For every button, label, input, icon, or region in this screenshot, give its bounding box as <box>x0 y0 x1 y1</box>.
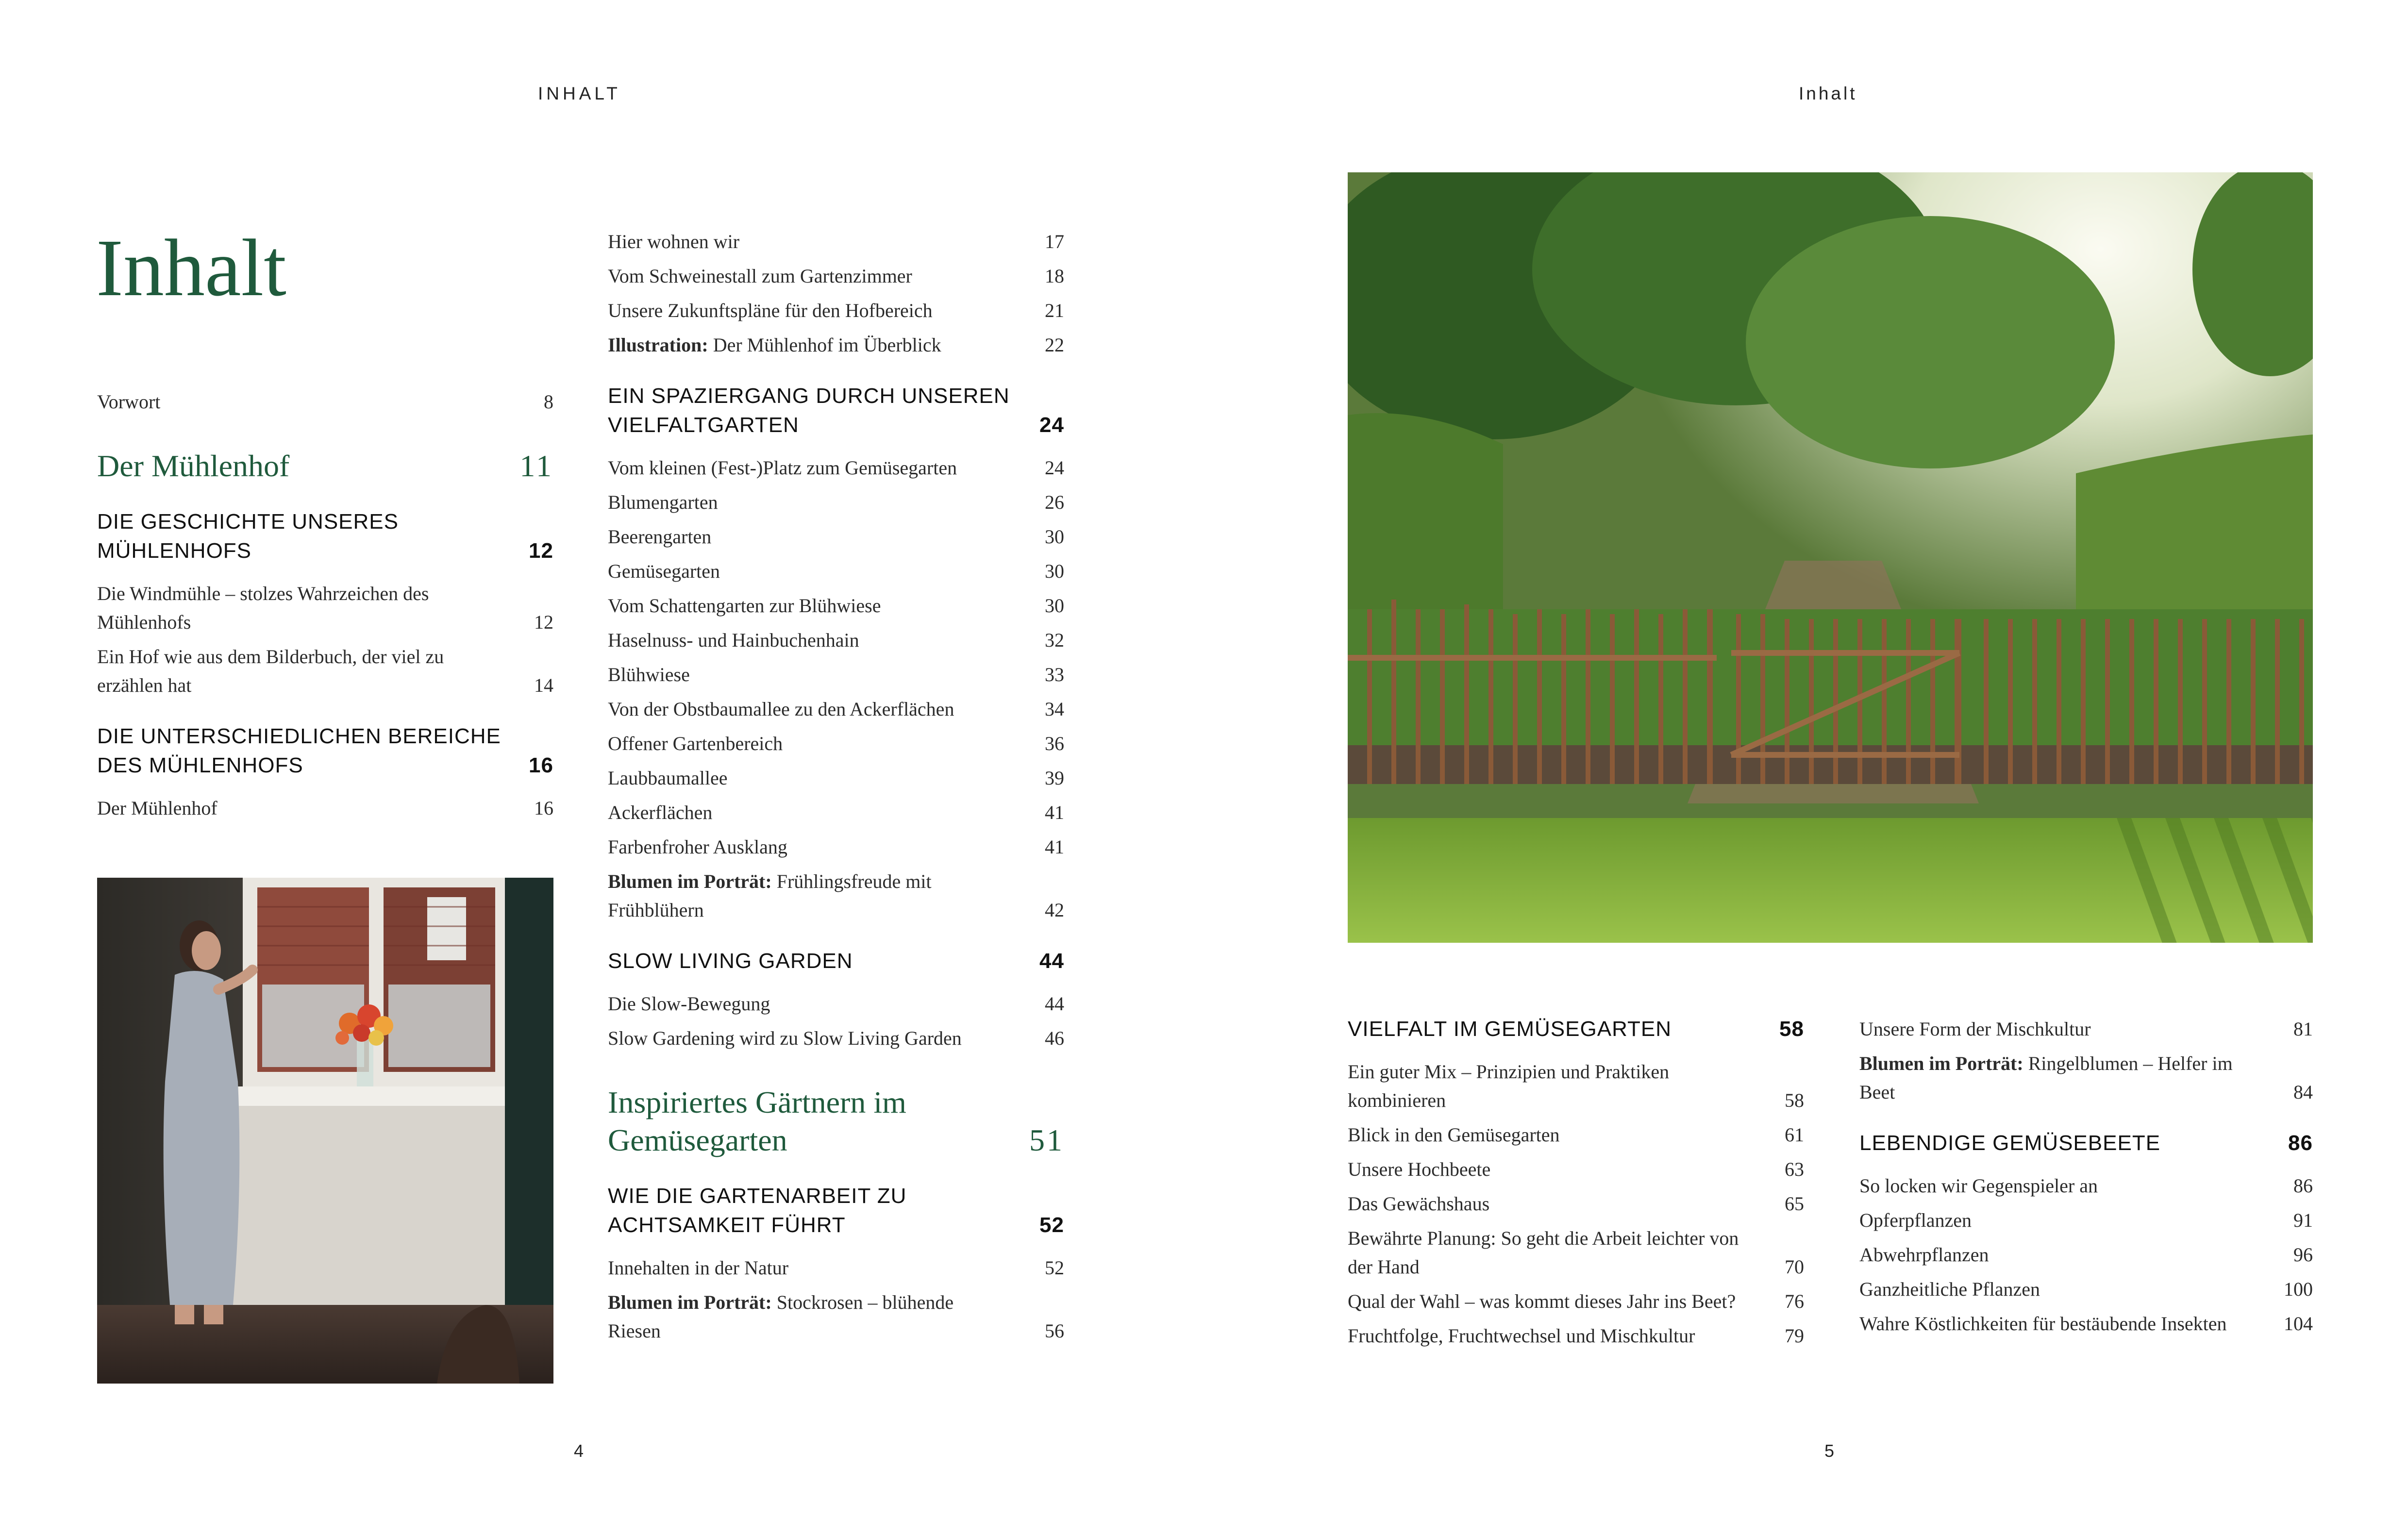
toc-page-number: 30 <box>1045 526 1064 548</box>
toc-page-number: 86 <box>2288 1131 2313 1155</box>
toc-page-number: 44 <box>1039 949 1064 973</box>
toc-entry <box>1348 1155 1804 1184</box>
toc-entry-title: Slow Gardening wird zu Slow Living Garden <box>608 1027 962 1049</box>
page-title: Inhalt <box>96 223 286 313</box>
toc-entry-title <box>608 1288 1020 1345</box>
toc-entry-title: Von der Obstbaumallee zu den Ackerflächen <box>608 698 954 720</box>
window-scene-illustration <box>97 878 553 1384</box>
toc-section <box>608 947 1064 976</box>
toc-entry-label: Illustration: <box>608 334 708 356</box>
toc-page-number: 24 <box>1045 457 1064 479</box>
toc-entry <box>608 591 1064 620</box>
toc-entry-title: Ganzheitliche Pflanzen <box>1859 1278 2040 1300</box>
toc-section-title: WIE DIE GARTENARBEIT ZU ACHTSAMKEIT FÜHRT <box>608 1184 907 1237</box>
toc-page-number: 16 <box>529 753 553 777</box>
toc-entry <box>97 387 553 416</box>
toc-entry <box>608 626 1064 654</box>
toc-entry-title: Laubbaumallee <box>608 767 728 789</box>
toc-chapter-title: Inspiriertes Gärtnern im Gemüsegarten <box>608 1085 906 1157</box>
toc-page-number: 65 <box>1785 1193 1804 1215</box>
toc-entry <box>608 729 1064 758</box>
toc-entry-title: Ein Hof wie aus dem Bilderbuch, der viel zu erzählen hat <box>97 646 444 696</box>
toc-entry-title: Hier wohnen wir <box>608 231 740 252</box>
toc-entry-label: Blumen im Porträt: <box>608 1291 772 1313</box>
toc-entry <box>608 488 1064 517</box>
toc-entry <box>1859 1171 2313 1200</box>
toc-entry-title: So locken wir Gegenspieler an <box>1859 1175 2098 1197</box>
toc-entry-title: Unsere Zukunftspläne für den Hofbereich <box>608 300 933 321</box>
toc-page-number: 100 <box>2284 1278 2313 1300</box>
toc-entry <box>1348 1120 1804 1149</box>
toc-page-number: 76 <box>1785 1290 1804 1312</box>
toc-entry-title <box>608 331 1020 359</box>
toc-entry-title: Unsere Hochbeete <box>1348 1158 1491 1180</box>
toc-page-number: 14 <box>534 674 553 696</box>
toc-entry <box>608 660 1064 689</box>
toc-entry-title: Der Mühlenhof <box>97 797 217 819</box>
toc-section-title: SLOW LIVING GARDEN <box>608 949 853 973</box>
toc-page-number: 104 <box>2284 1313 2313 1335</box>
toc-entry-title: Qual der Wahl – was kommt dieses Jahr ins Beet? <box>1348 1290 1736 1312</box>
toc-page-number: 52 <box>1045 1257 1064 1279</box>
toc-entry-title: Vom Schattengarten zur Blühwiese <box>608 595 881 617</box>
running-head-right: Inhalt <box>1799 83 1857 103</box>
toc-entry <box>97 642 553 700</box>
toc-page-number: 70 <box>1785 1256 1804 1278</box>
toc-entry-title: Farbenfroher Ausklang <box>608 836 787 858</box>
toc-page-number: 26 <box>1045 491 1064 513</box>
toc-section-title: EIN SPAZIERGANG DURCH UNSEREN VIELFALTGARTEN <box>608 384 1010 437</box>
toc-entry-title: Vom kleinen (Fest-)Platz zum Gemüsegarten <box>608 457 957 479</box>
toc-page-number: 30 <box>1045 560 1064 582</box>
toc-entry <box>1859 1015 2313 1043</box>
toc-section-title: VIELFALT IM GEMÜSEGARTEN <box>1348 1017 1672 1041</box>
toc-page-number: 16 <box>534 797 553 819</box>
toc-entry-title: Vorwort <box>97 391 161 413</box>
toc-entry-title: Das Gewächshaus <box>1348 1193 1490 1215</box>
toc-entry <box>608 1024 1064 1052</box>
toc-entry <box>1348 1224 1804 1281</box>
toc-entry <box>608 798 1064 827</box>
toc-entry-label: Blumen im Porträt: <box>1859 1052 2023 1074</box>
toc-entry-title: Die Slow-Bewegung <box>608 993 770 1015</box>
toc-page-number: 11 <box>519 449 553 483</box>
toc-entry-title <box>608 867 1020 924</box>
toc-entry <box>1859 1309 2313 1338</box>
toc-entry-title: Bewährte Planung: So geht die Arbeit leichter von der Hand <box>1348 1227 1739 1278</box>
toc-page-number: 56 <box>1045 1320 1064 1342</box>
toc-entry <box>1348 1189 1804 1218</box>
toc-page-number: 84 <box>2293 1081 2313 1103</box>
toc-page-number: 34 <box>1045 698 1064 720</box>
toc-entry-title: Blumengarten <box>608 491 718 513</box>
toc-page-number: 58 <box>1779 1017 1804 1041</box>
toc-page-number: 8 <box>544 391 553 413</box>
page-number-right: 5 <box>1824 1441 1835 1461</box>
toc-section <box>608 382 1064 440</box>
toc-entry-title: Gemüsegarten <box>608 560 720 582</box>
toc-entry-title: Unsere Form der Mischkultur <box>1859 1018 2091 1040</box>
toc-page-number: 17 <box>1045 231 1064 252</box>
toc-page-number: 81 <box>2293 1018 2313 1040</box>
toc-column-4 <box>1859 1015 2313 1344</box>
toc-entry <box>608 227 1064 256</box>
toc-section <box>97 722 553 780</box>
toc-entry-title <box>1859 1049 2269 1106</box>
toc-entry <box>608 1253 1064 1282</box>
toc-page-number: 58 <box>1785 1089 1804 1111</box>
toc-entry-title: Ein guter Mix – Prinzipien und Praktiken kombinieren <box>1348 1061 1670 1111</box>
toc-column-2 <box>608 227 1064 1351</box>
photo-woman-at-window <box>97 878 553 1384</box>
toc-page-number: 79 <box>1785 1325 1804 1347</box>
toc-page-number: 24 <box>1039 413 1064 437</box>
toc-page-number: 36 <box>1045 733 1064 754</box>
toc-entry <box>608 1288 1064 1345</box>
toc-entry-text: Ringelblumen – Helfer im Beet <box>1859 1052 2233 1103</box>
toc-entry-title: Haselnuss- und Hainbuchenhain <box>608 629 859 651</box>
toc-entry <box>608 262 1064 290</box>
toc-entry-text: Der Mühlenhof im Überblick <box>708 334 941 356</box>
toc-chapter-title: Der Mühlenhof <box>97 449 290 483</box>
toc-section-title: LEBENDIGE GEMÜSEBEETE <box>1859 1131 2161 1155</box>
photo-vegetable-garden <box>1348 172 2313 943</box>
toc-page-number: 61 <box>1785 1124 1804 1146</box>
toc-section-title: DIE UNTERSCHIEDLICHEN BEREICHE DES MÜHLENHOFS <box>97 724 501 777</box>
toc-entry <box>608 833 1064 861</box>
toc-entry <box>97 794 553 822</box>
toc-entry-title: Abwehrpflanzen <box>1859 1244 1989 1266</box>
toc-entry <box>608 331 1064 359</box>
toc-entry <box>1348 1287 1804 1316</box>
toc-page-number: 41 <box>1045 801 1064 823</box>
toc-entry <box>608 764 1064 792</box>
toc-entry-label: Blumen im Porträt: <box>608 870 772 892</box>
toc-page-number: 33 <box>1045 664 1064 685</box>
toc-entry-title: Offener Gartenbereich <box>608 733 783 754</box>
toc-page-number: 86 <box>2293 1175 2313 1197</box>
toc-page-number: 96 <box>2293 1244 2313 1266</box>
toc-entry <box>608 557 1064 585</box>
toc-entry <box>608 296 1064 325</box>
toc-page-number: 30 <box>1045 595 1064 617</box>
toc-page-number: 22 <box>1045 334 1064 356</box>
toc-section <box>1859 1129 2313 1158</box>
toc-section-title: DIE GESCHICHTE UNSERES MÜHLENHOFS <box>97 510 399 563</box>
toc-section <box>1348 1015 1804 1044</box>
page-number-left: 4 <box>574 1441 584 1461</box>
toc-chapter <box>608 1084 1064 1159</box>
toc-page-number: 12 <box>534 611 553 633</box>
garden-scene-illustration <box>1348 172 2313 943</box>
toc-entry <box>97 579 553 636</box>
toc-chapter <box>97 447 553 485</box>
toc-entry <box>1859 1049 2313 1106</box>
toc-entry-title: Wahre Köstlichkeiten für bestäubende Insekten <box>1859 1313 2227 1335</box>
toc-entry <box>1859 1206 2313 1235</box>
toc-entry-text: Stockrosen – blühende Riesen <box>608 1291 954 1342</box>
toc-entry-title: Fruchtfolge, Fruchtwechsel und Mischkultur <box>1348 1325 1695 1347</box>
toc-entry-title: Ackerflächen <box>608 801 713 823</box>
toc-entry-title: Vom Schweinestall zum Gartenzimmer <box>608 265 912 287</box>
toc-page-number: 46 <box>1045 1027 1064 1049</box>
toc-entry-title: Beerengarten <box>608 526 712 548</box>
toc-page-number: 18 <box>1045 265 1064 287</box>
toc-entry <box>1859 1240 2313 1269</box>
toc-entry <box>608 695 1064 723</box>
toc-column-3 <box>1348 1015 1804 1356</box>
toc-page-number: 21 <box>1045 300 1064 321</box>
toc-entry-text: Frühlingsfreude mit Frühblühern <box>608 870 932 921</box>
toc-page-number: 32 <box>1045 629 1064 651</box>
toc-entry <box>608 522 1064 551</box>
toc-entry-title: Blühwiese <box>608 664 690 685</box>
toc-page-number: 39 <box>1045 767 1064 789</box>
toc-entry-title: Die Windmühle – stolzes Wahrzeichen des Mühlenhofs <box>97 583 429 633</box>
toc-entry-title: Opferpflanzen <box>1859 1209 1972 1231</box>
toc-column-1 <box>97 387 553 828</box>
toc-page-number: 44 <box>1045 993 1064 1015</box>
toc-entry <box>1859 1275 2313 1303</box>
toc-entry-title: Innehalten in der Natur <box>608 1257 789 1279</box>
toc-section <box>608 1182 1064 1240</box>
toc-page-number: 12 <box>529 539 553 563</box>
toc-page-number: 91 <box>2293 1209 2313 1231</box>
running-head-left: INHALT <box>538 83 621 103</box>
toc-entry <box>608 867 1064 924</box>
toc-entry <box>1348 1057 1804 1115</box>
toc-entry <box>608 453 1064 482</box>
toc-page-number: 63 <box>1785 1158 1804 1180</box>
toc-entry <box>608 989 1064 1018</box>
toc-entry-title: Blick in den Gemüsegarten <box>1348 1124 1560 1146</box>
toc-page-number: 52 <box>1039 1213 1064 1237</box>
toc-page-number: 42 <box>1045 899 1064 921</box>
toc-entry <box>1348 1321 1804 1350</box>
toc-page-number: 41 <box>1045 836 1064 858</box>
toc-section <box>97 507 553 566</box>
toc-page-number: 51 <box>1029 1123 1064 1157</box>
